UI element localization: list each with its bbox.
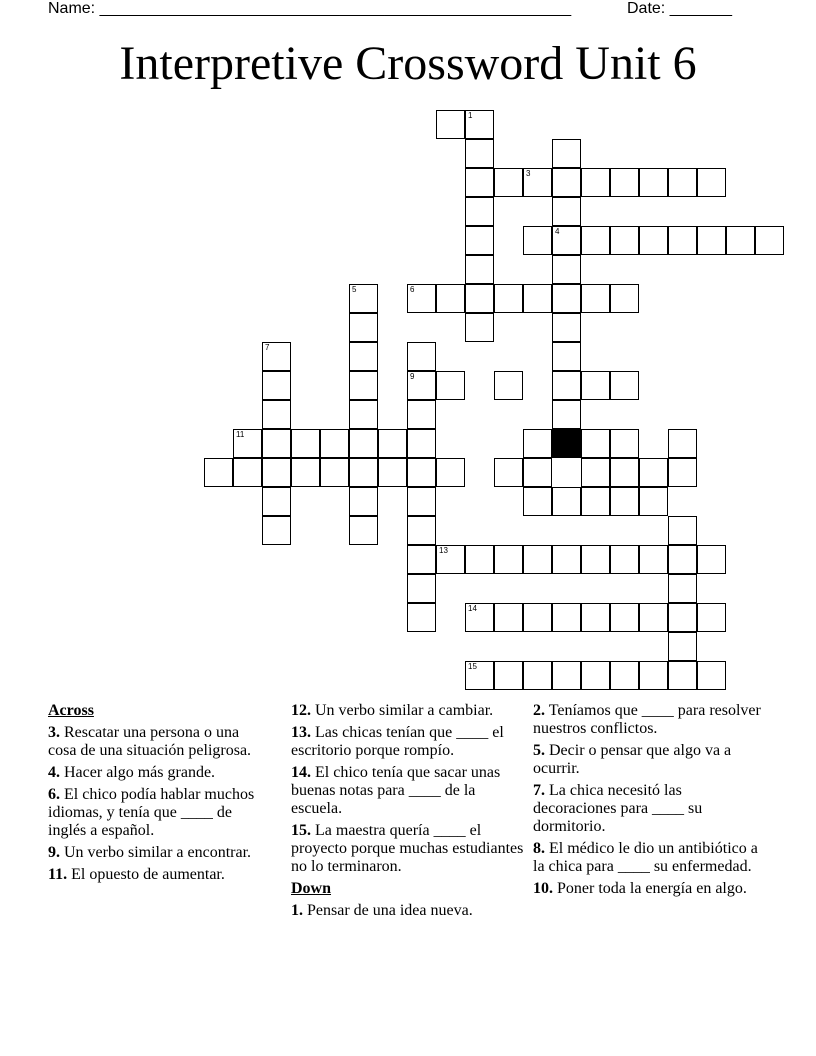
cell-number: 4 bbox=[555, 227, 560, 236]
grid-cell[interactable] bbox=[349, 516, 378, 545]
clue-section-heading: Down bbox=[291, 880, 332, 897]
grid-cell[interactable] bbox=[349, 400, 378, 429]
grid-cell[interactable] bbox=[581, 168, 610, 197]
clue-text: Poner toda la energía en algo. bbox=[557, 880, 747, 897]
clue-item bbox=[48, 724, 270, 760]
grid-cell[interactable] bbox=[407, 284, 436, 313]
grid-cell[interactable] bbox=[523, 603, 552, 632]
clue-number: 11. bbox=[48, 866, 68, 883]
cell-number: 11 bbox=[236, 430, 245, 439]
grid-cell[interactable] bbox=[436, 545, 465, 574]
grid-cell[interactable] bbox=[465, 255, 494, 284]
grid-cell[interactable] bbox=[552, 313, 581, 342]
clue-item bbox=[291, 902, 525, 920]
clue-item bbox=[533, 782, 769, 836]
grid-cell[interactable] bbox=[639, 661, 668, 690]
clue-text: Un verbo similar a encontrar. bbox=[64, 844, 252, 861]
cell-number: 14 bbox=[468, 604, 477, 613]
clue-number: 5. bbox=[533, 742, 545, 759]
clue-number: 13. bbox=[291, 724, 311, 741]
grid-cell[interactable] bbox=[465, 603, 494, 632]
grid-cell[interactable] bbox=[668, 516, 697, 545]
grid-cell[interactable] bbox=[610, 487, 639, 516]
cell-number: 9 bbox=[410, 372, 415, 381]
grid-cell[interactable] bbox=[610, 545, 639, 574]
grid-cell[interactable] bbox=[552, 226, 581, 255]
grid-cell[interactable] bbox=[465, 313, 494, 342]
grid-cell[interactable] bbox=[581, 371, 610, 400]
clue-text: La maestra quería ____ el proyecto porque muchas estudiantes no lo terminaron. bbox=[291, 822, 524, 875]
grid-cell[interactable] bbox=[581, 226, 610, 255]
clues-column-3 bbox=[533, 702, 769, 902]
grid-cell[interactable] bbox=[349, 313, 378, 342]
clue-number: 8. bbox=[533, 840, 545, 857]
grid-cell[interactable] bbox=[668, 603, 697, 632]
cell-number: 7 bbox=[265, 343, 270, 352]
grid-cell[interactable] bbox=[610, 661, 639, 690]
grid-cell[interactable] bbox=[349, 458, 378, 487]
grid-cell[interactable] bbox=[552, 545, 581, 574]
grid-cell[interactable] bbox=[668, 632, 697, 661]
clue-item bbox=[48, 844, 270, 862]
grid-cell[interactable] bbox=[494, 371, 523, 400]
grid-cell[interactable] bbox=[523, 458, 552, 487]
grid-cell[interactable] bbox=[552, 255, 581, 284]
clues-column-2 bbox=[291, 702, 525, 924]
clue-item bbox=[533, 840, 769, 876]
grid-cell[interactable] bbox=[262, 429, 291, 458]
grid-cell[interactable] bbox=[610, 603, 639, 632]
grid-cell[interactable] bbox=[552, 487, 581, 516]
grid-cell[interactable] bbox=[697, 168, 726, 197]
grid-cell[interactable] bbox=[407, 458, 436, 487]
clue-item bbox=[48, 866, 270, 884]
clue-number: 14. bbox=[291, 764, 311, 781]
cell-number: 3 bbox=[526, 169, 531, 178]
grid-cell[interactable] bbox=[697, 226, 726, 255]
grid-cell[interactable] bbox=[494, 545, 523, 574]
grid-cell[interactable] bbox=[726, 226, 755, 255]
grid-cell[interactable] bbox=[697, 603, 726, 632]
grid-cell[interactable] bbox=[465, 545, 494, 574]
clue-item bbox=[291, 724, 525, 760]
grid-cell[interactable] bbox=[610, 284, 639, 313]
clue-number: 15. bbox=[291, 822, 311, 839]
grid-cell[interactable] bbox=[668, 458, 697, 487]
grid-cell[interactable] bbox=[465, 110, 494, 139]
clue-number: 9. bbox=[48, 844, 60, 861]
grid-cell[interactable] bbox=[552, 139, 581, 168]
grid-cell[interactable] bbox=[523, 545, 552, 574]
grid-cell[interactable] bbox=[204, 458, 233, 487]
grid-cell[interactable] bbox=[639, 458, 668, 487]
grid-cell[interactable] bbox=[407, 429, 436, 458]
clue-number: 3. bbox=[48, 724, 60, 741]
grid-cell[interactable] bbox=[494, 603, 523, 632]
grid-cell[interactable] bbox=[668, 545, 697, 574]
grid-cell[interactable] bbox=[523, 168, 552, 197]
grid-cell[interactable] bbox=[320, 458, 349, 487]
grid-cell[interactable] bbox=[668, 226, 697, 255]
clue-number: 2. bbox=[533, 702, 545, 719]
grid-cell[interactable] bbox=[378, 429, 407, 458]
grid-cell[interactable] bbox=[581, 545, 610, 574]
grid-cell[interactable] bbox=[610, 429, 639, 458]
grid-cell[interactable] bbox=[436, 110, 465, 139]
grid-cell[interactable] bbox=[668, 429, 697, 458]
grid-cell[interactable] bbox=[755, 226, 784, 255]
grid-cell[interactable] bbox=[581, 284, 610, 313]
grid-cell[interactable] bbox=[494, 284, 523, 313]
grid-cell[interactable] bbox=[523, 429, 552, 458]
name-field-label: Name: _____________________________________________________ bbox=[48, 0, 572, 17]
grid-cell[interactable] bbox=[262, 342, 291, 371]
grid-cell[interactable] bbox=[552, 371, 581, 400]
grid-cell[interactable] bbox=[262, 458, 291, 487]
grid-cell[interactable] bbox=[639, 226, 668, 255]
clue-text: El chico tenía que sacar unas buenas notas para ____ de la escuela. bbox=[291, 764, 501, 817]
grid-cell[interactable] bbox=[552, 603, 581, 632]
grid-cell[interactable] bbox=[465, 168, 494, 197]
grid-cell[interactable] bbox=[262, 516, 291, 545]
date-field-label: Date: _______ bbox=[627, 0, 732, 17]
grid-cell[interactable] bbox=[465, 284, 494, 313]
grid-cell[interactable] bbox=[407, 545, 436, 574]
grid-cell[interactable] bbox=[523, 487, 552, 516]
grid-cell[interactable] bbox=[523, 661, 552, 690]
clue-number: 12. bbox=[291, 702, 311, 719]
grid-cell[interactable] bbox=[668, 661, 697, 690]
clue-text: Hacer algo más grande. bbox=[64, 764, 216, 781]
clue-item bbox=[48, 764, 270, 782]
grid-cell[interactable] bbox=[262, 400, 291, 429]
grid-cell[interactable] bbox=[407, 400, 436, 429]
clue-number: 10. bbox=[533, 880, 553, 897]
grid-cell[interactable] bbox=[494, 168, 523, 197]
grid-cell[interactable] bbox=[465, 226, 494, 255]
clue-text: El opuesto de aumentar. bbox=[71, 866, 225, 883]
grid-cell[interactable] bbox=[668, 574, 697, 603]
grid-cell[interactable] bbox=[262, 371, 291, 400]
grid-cell[interactable] bbox=[697, 545, 726, 574]
clue-number: 7. bbox=[533, 782, 545, 799]
cell-number: 1 bbox=[468, 111, 473, 120]
grid-cell[interactable] bbox=[581, 458, 610, 487]
grid-cell[interactable] bbox=[291, 429, 320, 458]
cell-number: 15 bbox=[468, 662, 477, 671]
clue-item bbox=[533, 880, 769, 898]
grid-cell[interactable] bbox=[552, 400, 581, 429]
grid-cell[interactable] bbox=[494, 458, 523, 487]
grid-cell[interactable] bbox=[320, 429, 349, 458]
grid-cell[interactable] bbox=[639, 545, 668, 574]
grid-cell[interactable] bbox=[465, 661, 494, 690]
grid-cell[interactable] bbox=[262, 487, 291, 516]
clue-text: Decir o pensar que algo va a ocurrir. bbox=[533, 742, 732, 777]
cell-number: 6 bbox=[410, 285, 415, 294]
grid-cell[interactable] bbox=[349, 371, 378, 400]
grid-cell[interactable] bbox=[610, 458, 639, 487]
clue-item bbox=[48, 786, 270, 840]
cell-number: 13 bbox=[439, 546, 448, 555]
grid-cell[interactable] bbox=[581, 487, 610, 516]
grid-cell[interactable] bbox=[668, 168, 697, 197]
grid-cell[interactable] bbox=[465, 139, 494, 168]
grid-block bbox=[552, 429, 581, 458]
grid-cell[interactable] bbox=[697, 661, 726, 690]
grid-cell[interactable] bbox=[407, 371, 436, 400]
clue-number: 1. bbox=[291, 902, 303, 919]
page-title: Interpretive Crossword Unit 6 bbox=[119, 37, 697, 90]
clue-text: La chica necesitó las decoraciones para ____ su dormitorio. bbox=[533, 782, 703, 835]
grid-cell[interactable] bbox=[436, 284, 465, 313]
cell-number: 5 bbox=[352, 285, 357, 294]
grid-cell[interactable] bbox=[465, 197, 494, 226]
grid-cell[interactable] bbox=[349, 429, 378, 458]
grid-cell[interactable] bbox=[581, 661, 610, 690]
grid-cell[interactable] bbox=[407, 487, 436, 516]
grid-cell[interactable] bbox=[639, 487, 668, 516]
grid-cell[interactable] bbox=[291, 458, 320, 487]
grid-cell[interactable] bbox=[581, 603, 610, 632]
grid-cell[interactable] bbox=[436, 371, 465, 400]
clue-number: 4. bbox=[48, 764, 60, 781]
clue-item bbox=[291, 822, 525, 876]
grid-cell[interactable] bbox=[639, 603, 668, 632]
grid-cell[interactable] bbox=[552, 342, 581, 371]
clue-text: Un verbo similar a cambiar. bbox=[315, 702, 494, 719]
grid-cell[interactable] bbox=[552, 197, 581, 226]
clue-section-heading: Across bbox=[48, 702, 94, 719]
clue-text: El chico podía hablar muchos idiomas, y tenía que ____ de inglés a español. bbox=[48, 786, 255, 839]
clue-item bbox=[291, 702, 525, 720]
clue-text: Pensar de una idea nueva. bbox=[307, 902, 473, 919]
grid-cell[interactable] bbox=[233, 429, 262, 458]
grid-cell[interactable] bbox=[552, 168, 581, 197]
grid-cell[interactable] bbox=[523, 226, 552, 255]
clue-item bbox=[533, 702, 769, 738]
grid-cell[interactable] bbox=[407, 574, 436, 603]
grid-cell[interactable] bbox=[407, 516, 436, 545]
grid-cell[interactable] bbox=[407, 603, 436, 632]
grid-cell[interactable] bbox=[378, 458, 407, 487]
clue-text: Teníamos que ____ para resolver nuestros conflictos. bbox=[533, 702, 761, 737]
grid-cell[interactable] bbox=[552, 284, 581, 313]
grid-cell[interactable] bbox=[639, 168, 668, 197]
clue-item bbox=[533, 742, 769, 778]
grid-cell[interactable] bbox=[494, 661, 523, 690]
grid-cell[interactable] bbox=[581, 429, 610, 458]
clue-text: Rescatar una persona o una cosa de una situación peligrosa. bbox=[48, 724, 252, 759]
grid-cell[interactable] bbox=[610, 226, 639, 255]
grid-cell[interactable] bbox=[233, 458, 262, 487]
grid-cell[interactable] bbox=[610, 371, 639, 400]
clue-number: 6. bbox=[48, 786, 60, 803]
clue-text: Las chicas tenían que ____ el escritorio porque rompío. bbox=[291, 724, 504, 759]
clue-item bbox=[291, 764, 525, 818]
grid-cell[interactable] bbox=[523, 284, 552, 313]
clue-text: El médico le dio un antibiótico a la chica para ____ su enfermedad. bbox=[533, 840, 758, 875]
grid-cell[interactable] bbox=[610, 168, 639, 197]
grid-cell[interactable] bbox=[349, 284, 378, 313]
grid-cell[interactable] bbox=[407, 342, 436, 371]
clues-column-1 bbox=[48, 702, 270, 888]
grid-cell[interactable] bbox=[349, 487, 378, 516]
grid-cell[interactable] bbox=[436, 458, 465, 487]
grid-cell[interactable] bbox=[552, 661, 581, 690]
grid-cell[interactable] bbox=[349, 342, 378, 371]
